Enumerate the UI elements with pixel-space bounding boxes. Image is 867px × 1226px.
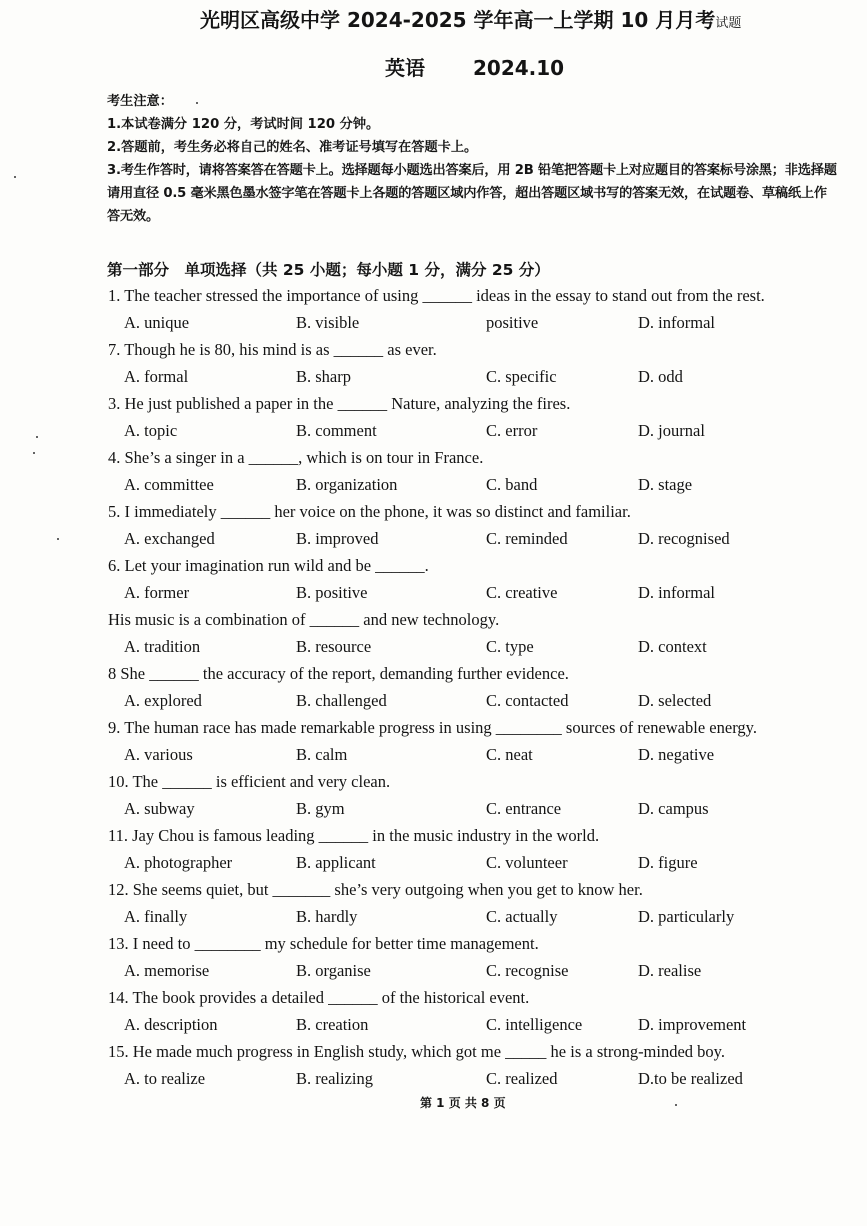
- question-option: B. hardly: [296, 907, 358, 926]
- exam-title-main: 光明区高级中学 2024-2025 学年高一上学期 10 月月考: [200, 8, 716, 32]
- question-stem: 14. The book provides a detailed ______ of the historical event.: [108, 988, 530, 1007]
- scan-speck: [675, 1104, 677, 1106]
- question-option: B. calm: [296, 745, 348, 764]
- question-option: C. volunteer: [486, 853, 568, 872]
- question-stem: 11. Jay Chou is famous leading ______ in the music industry in the world.: [108, 826, 600, 845]
- question-option: B. comment: [296, 421, 377, 440]
- question-option: C. entrance: [486, 799, 562, 818]
- question-option: positive: [486, 313, 539, 332]
- question-stem: 5. I immediately ______ her voice on the phone, it was so distinct and familiar.: [108, 502, 631, 521]
- question-option: A. unique: [124, 313, 190, 332]
- question-stem: 4. She’s a singer in a ______, which is on tour in France.: [108, 448, 484, 467]
- question-option: C. neat: [486, 745, 533, 764]
- question-option: B. positive: [296, 583, 368, 602]
- question-stem: 9. The human race has made remarkable progress in using ________ sources of renewable energy.: [108, 718, 757, 737]
- question-option: C. type: [486, 637, 534, 656]
- question-stem: 12. She seems quiet, but _______ she’s very outgoing when you get to know her.: [108, 880, 643, 899]
- question-option: C. realized: [486, 1069, 558, 1088]
- question-option: D. improvement: [638, 1015, 747, 1034]
- question-option: A. topic: [124, 421, 178, 440]
- question-option: A. explored: [124, 691, 202, 710]
- question-option: D. journal: [638, 421, 705, 440]
- question-option: B. organization: [296, 475, 398, 494]
- question-option: D. stage: [638, 475, 693, 494]
- question-option: C. band: [486, 475, 538, 494]
- question-option: A. exchanged: [124, 529, 215, 548]
- question-option: A. various: [124, 745, 193, 764]
- page-number: 第 1 页 共 8 页: [420, 1096, 506, 1110]
- question-stem: 8 She ______ the accuracy of the report, demanding further evidence.: [108, 664, 569, 683]
- question-stem: 1. The teacher stressed the importance of using ______ ideas in the essay to stand out from the rest.: [108, 286, 765, 305]
- scan-speck: [196, 102, 198, 104]
- question-option: C. intelligence: [486, 1015, 583, 1034]
- question-option: C. specific: [486, 367, 557, 386]
- question-option: A. finally: [124, 907, 188, 926]
- section-heading: 第一部分 单项选择（共 25 小题；每小题 1 分，满分 25 分）: [107, 261, 550, 279]
- question-option: C. actually: [486, 907, 558, 926]
- question-option: D. recognised: [638, 529, 730, 548]
- question-option: C. contacted: [486, 691, 569, 710]
- question-option: A. tradition: [124, 637, 201, 656]
- question-option: A. to realize: [124, 1069, 206, 1088]
- question-option: D. campus: [638, 799, 709, 818]
- question-stem: His music is a combination of ______ and new technology.: [108, 610, 500, 629]
- exam-subject: 英语: [385, 56, 425, 80]
- question-option: A. photographer: [124, 853, 233, 872]
- question-option: B. improved: [296, 529, 379, 548]
- question-stem: 3. He just published a paper in the ______ Nature, analyzing the fires.: [108, 394, 571, 413]
- question-stem: 15. He made much progress in English study, which got me _____ he is a strong-minded boy.: [108, 1042, 725, 1061]
- question-option: A. subway: [124, 799, 195, 818]
- question-option: D. selected: [638, 691, 712, 710]
- question-option: C. reminded: [486, 529, 568, 548]
- question-option: C. recognise: [486, 961, 569, 980]
- question-option: D. particularly: [638, 907, 735, 926]
- question-option: D. negative: [638, 745, 715, 764]
- question-stem: 7. Though he is 80, his mind is as ______ as ever.: [108, 340, 437, 359]
- question-stem: 10. The ______ is efficient and very clean.: [108, 772, 391, 791]
- exam-subject-line: [385, 52, 564, 81]
- question-stem: 6. Let your imagination run wild and be ______.: [108, 556, 429, 575]
- question-option: D. informal: [638, 313, 715, 332]
- question-option: D. figure: [638, 853, 698, 872]
- question-option: D.to be realized: [638, 1069, 743, 1088]
- question-option: B. gym: [296, 799, 345, 818]
- question-option: A. description: [124, 1015, 218, 1034]
- question-option: B. organise: [296, 961, 371, 980]
- question-option: B. applicant: [296, 853, 376, 872]
- exam-title: [200, 4, 741, 33]
- notice-heading: 考生注意：: [107, 94, 173, 109]
- question-option: D. informal: [638, 583, 715, 602]
- question-option: A. formal: [124, 367, 189, 386]
- scan-speck: [57, 538, 59, 540]
- notice-item: 1.本试卷满分 120 分，考试时间 120 分钟。: [107, 117, 380, 132]
- question-option: B. resource: [296, 637, 372, 656]
- scan-speck: [14, 176, 16, 178]
- question-option: D. odd: [638, 367, 683, 386]
- exam-date: 2024.10: [473, 56, 565, 80]
- question-option: A. memorise: [124, 961, 210, 980]
- scan-speck: [33, 452, 35, 454]
- question-stem: 13. I need to ________ my schedule for better time management.: [108, 934, 539, 953]
- question-option: B. realizing: [296, 1069, 373, 1088]
- notice-item: 2.答题前，考生务必将自己的姓名、准考证号填写在答题卡上。: [107, 140, 478, 155]
- notice-item: 3.考生作答时，请将答案答在答题卡上。选择题每小题选出答案后，用 2B 铅笔把答题卡上对应题目的答案标号涂黑；非选择题请用直径 0.5 毫米黑色墨水签字笔在答题卡上各题的答题区域内作答，超出答题区域书写的答案无效，在试题卷、草稿纸上作答无效。: [107, 163, 837, 224]
- question-option: A. former: [124, 583, 190, 602]
- question-option: B. sharp: [296, 367, 351, 386]
- candidate-notice: [107, 90, 837, 228]
- scan-speck: [36, 436, 38, 438]
- question-option: D. context: [638, 637, 707, 656]
- question-option: C. creative: [486, 583, 558, 602]
- question-option: B. challenged: [296, 691, 387, 710]
- question-option: A. committee: [124, 475, 214, 494]
- question-option: B. visible: [296, 313, 360, 332]
- question-option: D. realise: [638, 961, 702, 980]
- question-option: C. error: [486, 421, 538, 440]
- question-option: B. creation: [296, 1015, 369, 1034]
- exam-title-suffix: 试题: [715, 16, 742, 31]
